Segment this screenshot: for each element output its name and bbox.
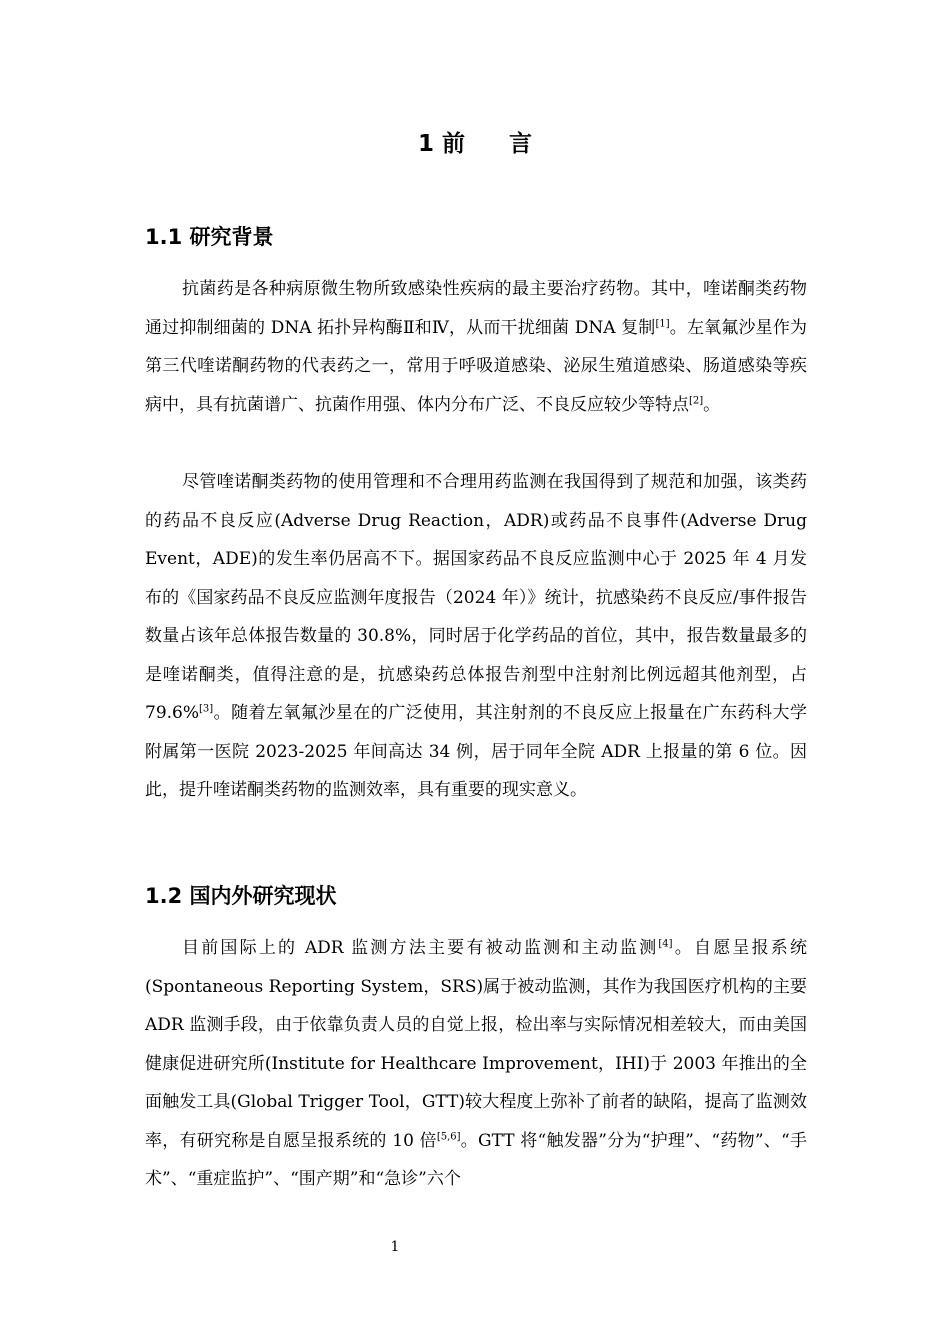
paragraph-background-2 (145, 463, 807, 810)
citation-marker: [3] (199, 703, 214, 715)
paragraph-status-1 (145, 929, 807, 1199)
chapter-title-part-1: 前 (442, 131, 466, 157)
page-number: 1 (390, 1239, 400, 1255)
paragraph-text-run: 目前国际上的 ADR 监测方法主要有被动监测和主动监测 (182, 938, 659, 958)
section-heading-1-1: 1.1 研究背景 (145, 225, 274, 249)
paragraph-text-run: 尽管喹诺酮类药物的使用管理和不合理用药监测在我国得到了规范和加强，该类药的药品不良反应(Adverse Drug Reaction，ADR)或药品不良事件(Adverse Drug Event，ADE)的发生率仍居高不下。据国家药品不良反应监测中心于 2025 年 4 月发布的《国家药品不良反应监测年度报告（2024 年）》统计，抗感染药不良反应/事件报告数量占该年总体报告数量的 30.8%，同时居于化学药品的首位，其中，报告数量最多的是喹诺酮类，值得注意的是，抗感染药总体报告剂型中注射剂比例远超其他剂型，占 79.6% (145, 472, 807, 723)
chapter-title-part-2: 言 (509, 131, 533, 157)
paragraph-text-run: 。左氧氟沙星作为第三代喹诺酮药物的代表药之一，常用于呼吸道感染、泌尿生殖道感染、肠道感染等疾病中，具有抗菌谱广、抗菌作用强、体内分布广泛、不良反应较少等特点 (145, 317, 807, 415)
chapter-title (0, 128, 950, 160)
section-heading-1-2: 1.2 国内外研究现状 (145, 884, 337, 908)
citation-marker: [5,6] (436, 1130, 461, 1142)
chapter-number: 1 (417, 131, 434, 157)
citation-marker: [4] (658, 938, 673, 950)
paragraph-text-run: 抗菌药是各种病原微生物所致感染性疾病的最主要治疗药物。其中，喹诺酮类药物通过抑制细菌的 DNA 拓扑异构酶Ⅱ和Ⅳ，从而干扰细菌 DNA 复制 (145, 279, 807, 338)
citation-marker: [1] (655, 317, 670, 329)
paragraph-background-1 (145, 270, 807, 424)
paragraph-text-run: 。自愿呈报系统(Spontaneous Reporting System，SRS)属于被动监测，其作为我国医疗机构的主要 ADR 监测手段，由于依靠负责人员的自觉上报，检出率与实际情况相差较大，而由美国健康促进研究所(Institute for Healthcare Improvement，IHI)于 2003 年推出的全面触发工具(Global Trigger Tool，GTT)较大程度上弥补了前者的缺陷，提高了监测效率，有研究称是自愿呈报系统的 10 倍 (145, 938, 808, 1151)
paragraph-text-run: 。随着左氧氟沙星在的广泛使用，其注射剂的不良反应上报量在广东药科大学附属第一医院 2023-2025 年间高达 34 例，居于同年全院 ADR 上报量的第 6 位。因此，提升喹诺酮类药物的监测效率，具有重要的现实意义。 (145, 703, 807, 800)
paragraph-text-run: 。 (703, 394, 721, 415)
paragraph-text-run: 。GTT 将“触发器”分为“护理”、“药物”、“手术”、“重症监护”、“围产期”和“急诊”六个 (145, 1130, 807, 1189)
citation-marker: [2] (689, 394, 704, 406)
